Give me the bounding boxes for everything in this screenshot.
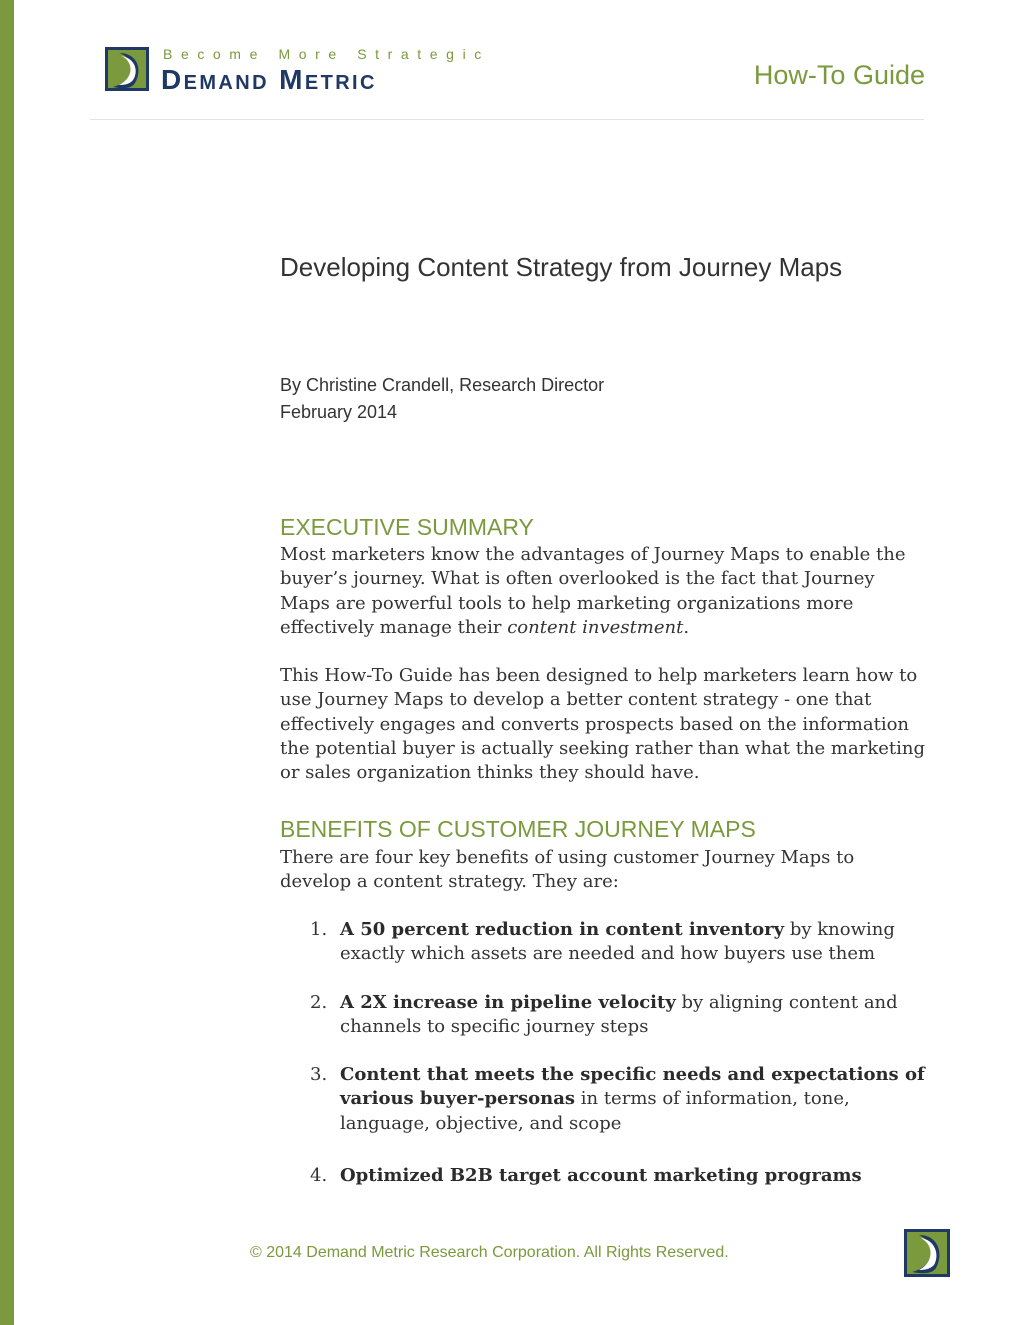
list-item-bold: Content that meets the specific needs and expectations of various buyer-personas — [340, 1064, 925, 1110]
byline-author: By Christine Crandell, Research Director — [280, 375, 605, 395]
executive-summary-paragraph-2: This How-To Guide has been designed to help marketers learn how to use Journey Maps to develop a better content strategy - one that effectively engages and converts prospects based on the information the potential buyer is actually seeking rather than what the marketing or sales organization thinks they should have. — [280, 665, 926, 784]
demand-metric-logo-icon — [105, 47, 149, 91]
benefits-list — [280, 918, 930, 1188]
logo-tagline: Become More Strategic — [163, 46, 490, 62]
executive-summary-paragraph-1 — [280, 543, 930, 640]
executive-summary-p1-end: . — [683, 616, 690, 638]
list-item-number: 2. — [310, 991, 328, 1013]
list-item — [280, 918, 930, 967]
list-item-bold: Optimized B2B target account marketing programs — [340, 1165, 862, 1187]
list-item — [280, 991, 930, 1040]
executive-summary-p1-text: Most marketers know the advantages of Journey Maps to enable the buyer’s journey. What is often overlooked is the fact that Journey Maps are powerful tools to help marketing organizations more effectively manage their — [280, 544, 906, 638]
executive-summary-heading: EXECUTIVE SUMMARY — [280, 514, 534, 540]
list-item-text: by knowing exactly which assets are needed and how buyers use them — [340, 919, 895, 965]
footer-copyright: © 2014 Demand Metric Research Corporation. All Rights Reserved. — [250, 1244, 729, 1261]
list-item-number: 3. — [310, 1064, 328, 1086]
byline-date: February 2014 — [280, 402, 398, 422]
footer-logo-icon — [904, 1229, 950, 1277]
executive-summary-p1-emphasis: content investment — [507, 616, 684, 638]
list-item-bold: A 50 percent reduction in content inventory — [340, 919, 785, 940]
header-divider — [90, 119, 924, 120]
page-title: Developing Content Strategy from Journey Maps — [280, 252, 843, 282]
list-item — [280, 1164, 930, 1188]
benefits-heading: BENEFITS OF CUSTOMER JOURNEY MAPS — [280, 816, 756, 842]
left-accent-bar — [0, 0, 14, 1325]
list-item-number: 1. — [310, 919, 328, 940]
list-item-bold: A 2X increase in pipeline velocity — [340, 991, 676, 1013]
benefits-intro: There are four key benefits of using customer Journey Maps to develop a content strategy. They are: — [280, 847, 855, 893]
demand-metric-logo — [105, 46, 505, 96]
list-item-number: 4. — [310, 1165, 328, 1187]
list-item — [280, 1063, 930, 1136]
byline — [280, 372, 604, 426]
list-item-text: by aligning content and channels to specific journey steps — [340, 991, 898, 1037]
list-item-text: in terms of information, tone, language, objective, and scope — [340, 1088, 850, 1134]
document-type-label: How-To Guide — [753, 60, 925, 90]
logo-brand-name: Demand Metric — [161, 64, 377, 95]
